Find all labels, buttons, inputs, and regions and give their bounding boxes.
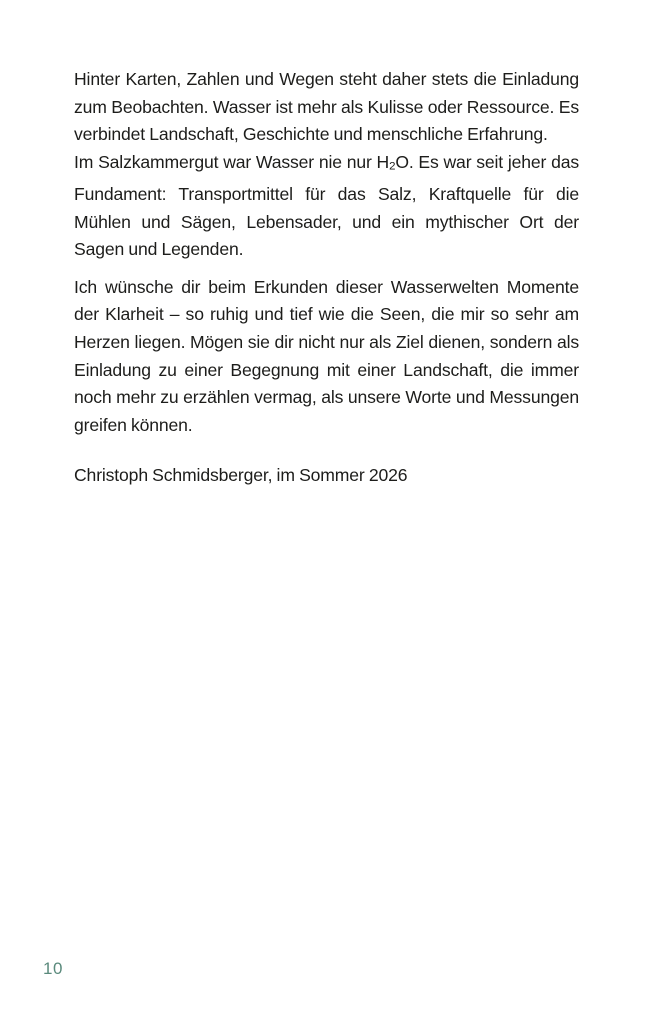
page-number: 10 bbox=[43, 959, 63, 978]
author-signature: Christoph Schmidsberger, im Sommer 2026 bbox=[74, 465, 408, 486]
paragraph-intro bbox=[74, 66, 579, 264]
paragraph-intro-sentences: Hinter Karten, Zahlen und Wegen steht daher stets die Einladung zum Beobachten. Wasser ist mehr als Kulisse oder Ressource. Es verbindet Landschaft, Geschichte und menschliche Erfahrung. bbox=[74, 69, 579, 145]
h2o-subscript: 2 bbox=[389, 160, 396, 173]
body-text bbox=[74, 66, 579, 490]
paragraph-wish: Ich wünsche dir beim Erkunden dieser Wasserwelten Momente der Klarheit – so ruhig und tief wie die Seen, die mir so sehr am Herzen liegen. Mögen sie dir nicht nur als Ziel dienen, sondern als Einladung zu einer Begegnung mit einer Landschaft, die immer noch mehr zu erzählen vermag, als unsere Worte und Messungen greifen können. bbox=[74, 276, 579, 435]
paragraph-intro-salzkammergut-start: Im Salzkammergut war Wasser nie nur H bbox=[74, 151, 390, 172]
paragraph-intro-salzkammergut-end: O. Es war seit jeher das Fundament: Transportmittel für das Salz, Kraftquelle für die Mühlen und Sägen, Lebensader, und ein mythischer Ort der Sagen und Legenden. bbox=[74, 151, 579, 260]
